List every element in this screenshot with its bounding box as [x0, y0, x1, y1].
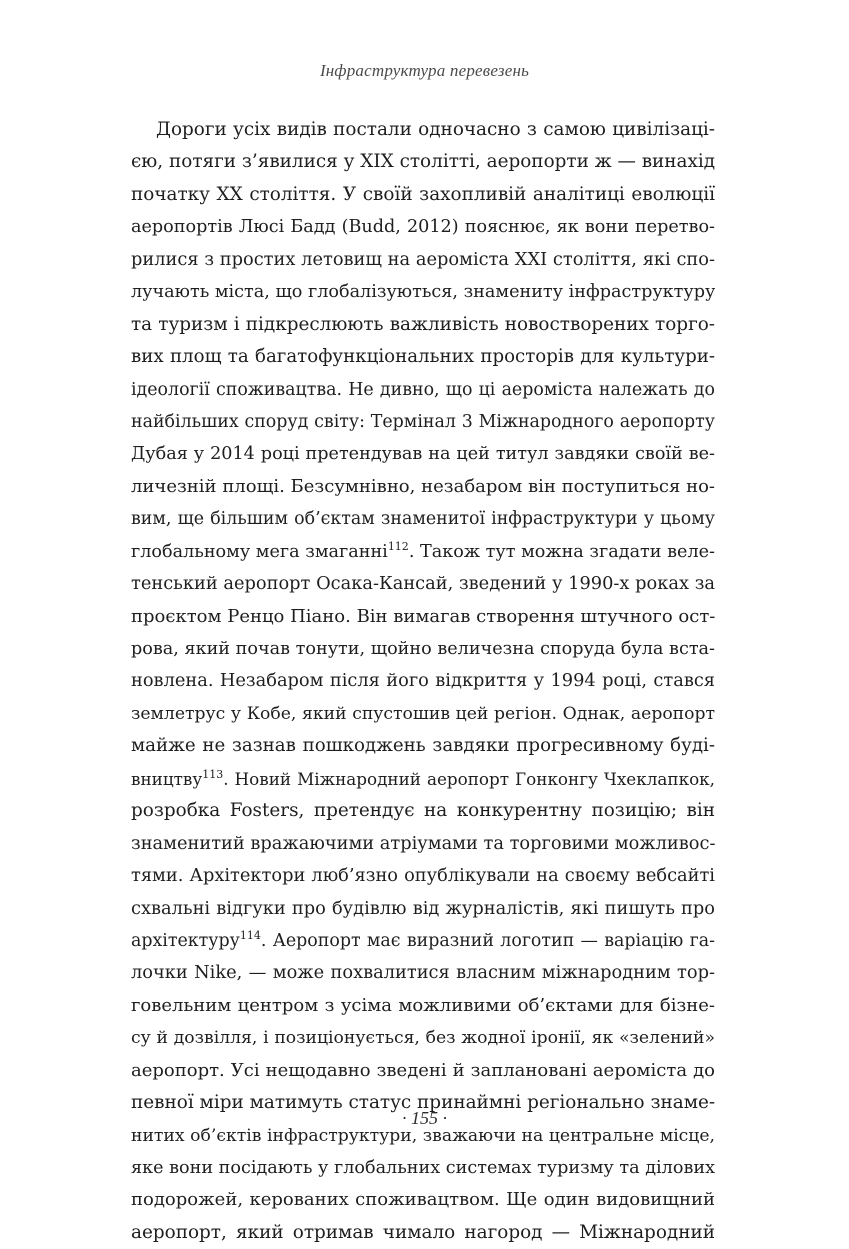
text-line	[131, 1055, 715, 1087]
line-text: аеропорт, який отримав чимало нагород — Міжнародний	[131, 1221, 715, 1243]
line-text: проєктом Ренцо Піано. Він вимагав створення штучного ост-	[131, 605, 715, 627]
text-line	[131, 893, 715, 925]
line-text: нитих об’єктів інфраструктури, зважаючи на центральне місце,	[131, 1125, 715, 1146]
text-line	[131, 1152, 715, 1184]
line-text: тенський аеропорт Осака-Кансай, зведений у 1990-х роках за	[131, 573, 715, 595]
line-text: вим, ще більшим об’єктам знаменитої інфраструктури у цьому	[131, 509, 715, 530]
line-text: глобальному мега змаганні	[131, 541, 388, 562]
line-text: подорожей, керованих споживацтвом. Ще один видовищний	[131, 1189, 715, 1211]
page-number: · 155 ·	[402, 1108, 447, 1128]
text-line	[131, 633, 715, 665]
text-line	[131, 374, 715, 406]
text-line	[131, 763, 715, 795]
text-line	[131, 536, 715, 568]
footnote-ref-114: 114	[239, 928, 261, 942]
text-line	[131, 146, 715, 178]
text-line	[131, 860, 715, 892]
line-text: певної міри матимуть статус принаймні регіонально знаме-	[131, 1092, 715, 1114]
line-text: найбільших споруд світу: Термінал 3 Міжнародного аеропорту	[131, 411, 715, 432]
line-text: рилися з простих летовищ на аеромістa ХХІ століття, які спо-	[131, 248, 715, 270]
text-line	[131, 211, 715, 243]
line-text: тями. Архітектори люб’язно опублікували на своєму вебсайті	[131, 865, 715, 887]
line-text: знаменитий вражаючими атріумами та торговими можливос-	[131, 832, 715, 854]
line-text: су й дозвілля, і позиціонується, без жодної іронії, як «зелений»	[131, 1028, 715, 1049]
line-text: та туризм і підкреслюють важливість новостворених торго-	[131, 313, 715, 335]
line-text: новлена. Незабаром після його відкриття у 1994 році, стався	[131, 670, 715, 692]
text-line	[131, 503, 715, 535]
line-text: початку ХХ століття. У своїй захопливій аналітиці еволюції	[131, 183, 715, 205]
line-text: яке вони посідають у глобальних системах туризму та ділових	[131, 1158, 715, 1178]
text-line	[131, 1217, 715, 1249]
body-text	[131, 114, 715, 1249]
line-text: . Також тут можна згадати веле-	[408, 541, 715, 562]
line-text: аеропортів Люсі Бадд (Budd, 2012) пояснює, як вони перетво-	[131, 217, 715, 238]
text-line	[131, 244, 715, 276]
line-text: рова, який почав тонути, щойно величезна споруда була вста-	[131, 639, 715, 659]
line-text: майже не зазнав пошкоджень завдяки прогресивному буді-	[131, 735, 715, 757]
footnote-ref-112: 112	[387, 539, 409, 553]
line-text: Дубая у 2014 році претендував на цей титул завдяки своїй ве-	[131, 444, 715, 465]
text-line	[131, 828, 715, 860]
text-line	[131, 568, 715, 600]
line-text: говельним центром з усіма можливими об’єктами для бізне-	[131, 994, 715, 1016]
text-line	[131, 471, 715, 503]
running-head: Інфраструктура перевезень	[319, 61, 530, 80]
text-line	[131, 990, 715, 1022]
text-line	[131, 1184, 715, 1216]
text-line	[131, 665, 715, 697]
text-line	[131, 438, 715, 470]
text-line	[131, 309, 715, 341]
text-line	[131, 698, 715, 730]
text-line	[131, 601, 715, 633]
line-text: лочки Nike, — може похвалитися власним міжнародним тор-	[131, 962, 715, 984]
text-line	[131, 179, 715, 211]
line-text: землетрус у Кобе, який спустошив цей регіон. Однак, аеропорт	[131, 703, 715, 724]
text-line	[131, 341, 715, 373]
line-text: аеропорт. Усі нещодавно зведені й заплановані аеромістa до	[131, 1059, 715, 1081]
line-text: вих площ та багатофункціональних просторів для культури-	[131, 346, 715, 368]
line-text: вництву	[131, 768, 203, 789]
line-text: личезній площі. Безсумнівно, незабаром він поступиться но-	[131, 475, 715, 497]
text-line	[131, 114, 715, 146]
text-line	[131, 406, 715, 438]
footnote-ref-113: 113	[202, 767, 224, 781]
line-text: ідеології споживацтва. Не дивно, що ці аеромістa належать до	[131, 379, 715, 400]
line-text: . Аеропорт має виразний логотип — варіацію га-	[260, 930, 715, 951]
text-line	[131, 1022, 715, 1054]
text-line	[131, 730, 715, 762]
line-text: архітектуру	[131, 930, 240, 951]
line-text: розробка Fosters, претендує на конкурентну позицію; він	[131, 800, 715, 822]
line-text: Дороги усіх видів постали одночасно з самою цивілізаці-	[156, 119, 715, 140]
text-line	[131, 276, 715, 308]
text-line	[131, 795, 715, 827]
line-text: схвальні відгуки про будівлю від журналістів, які пишуть про	[131, 897, 715, 919]
text-line	[131, 957, 715, 989]
text-line	[131, 925, 715, 957]
line-text: лучають міста, що глобалізуються, знамениту інфраструктуру	[131, 282, 715, 303]
line-text: єю, потяги з’явилися у ХІХ столітті, аеропорти ж — винахід	[131, 151, 715, 173]
line-text: . Новий Міжнародний аеропорт Гонконгу Чхеклапкок,	[223, 768, 715, 789]
